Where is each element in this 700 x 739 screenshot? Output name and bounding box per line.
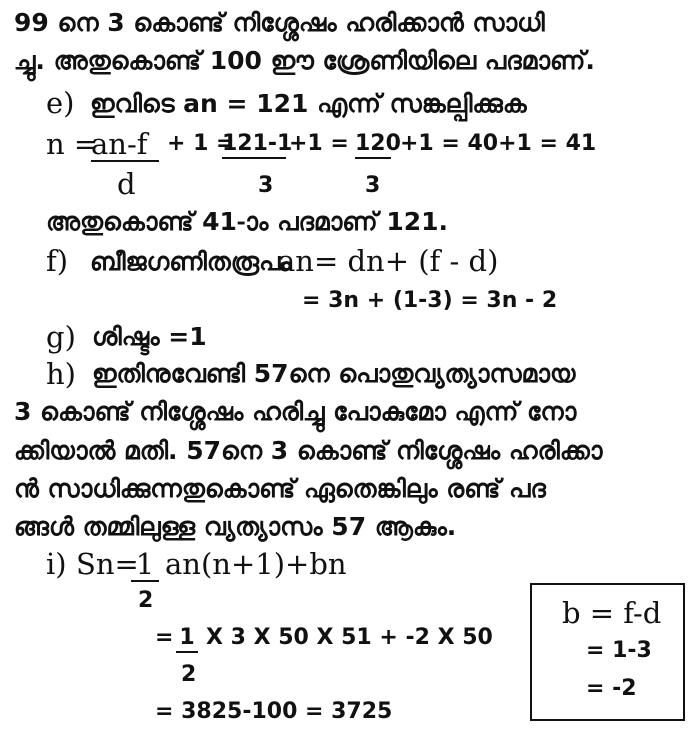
item-f-formula: an= dn+ (f - d) (278, 244, 499, 278)
item-i-final: = 3825-100 = 3725 (155, 699, 393, 724)
item-e-label: e) (46, 86, 75, 120)
item-h-label: h) (46, 357, 76, 391)
item-h-line-1: ഇതിനുവേണ്ടി 57നെ പൊതുവ്യത്യാസമായ (92, 359, 576, 388)
box-line-3: = -2 (586, 676, 637, 701)
text-line-1: 99 നെ 3 കൊണ്ട് നിശ്ശേഷം ഹരിക്കാൻ സാധി (14, 8, 545, 37)
text-line-2: ച്ചു. അതുകൊണ്ട് 100 ഈ ശ്രേണിയിലെ പദമാണ്. (14, 46, 595, 75)
item-h-line-2: 3 കൊണ്ട് നിശ്ശേഷം ഹരിച്ചു പോകുമോ എന്ന് നോ (14, 397, 577, 426)
item-e-conclusion: അതുകൊണ്ട് 41-ാം പദമാണ് 121. (46, 207, 449, 236)
item-f-result: = 3n + (1-3) = 3n - 2 (302, 288, 558, 313)
plus-one-1: + 1 = (167, 131, 235, 156)
box-line-2: = 1-3 (586, 638, 652, 663)
item-g-text: ശിഷ്ടം =1 (92, 322, 207, 351)
item-i-step-eq: = (155, 625, 174, 650)
item-i-numerator: 1 (131, 548, 159, 582)
item-i-sn-prefix: Sn= (76, 547, 139, 581)
box-line-1: b = f-d (562, 596, 662, 630)
item-f-label: f) (46, 244, 69, 278)
item-f-text: ബീജഗണിതരൂപം (90, 247, 291, 276)
item-i-label: i) (46, 547, 67, 581)
n-prefix: n = (46, 127, 99, 161)
item-i-denominator: 2 (138, 588, 154, 613)
item-i-step-rest: X 3 X 50 X 51 + -2 X 50 (206, 625, 493, 650)
item-g-label: g) (46, 320, 76, 354)
item-h-line-5: ങ്ങൾ തമ്മിലുള്ള വ്യത്യാസം 57 ആകും. (14, 512, 457, 541)
fraction-denominator-3a: 3 (258, 173, 274, 198)
fraction-denominator-3b: 3 (365, 173, 381, 198)
item-i-formula-rest: an(n+1)+bn (165, 547, 347, 581)
fraction-numerator-120: 120 (355, 131, 391, 159)
item-i-step-denominator: 2 (181, 662, 197, 687)
plus-one-2: +1 = (289, 131, 349, 156)
item-e-text: ഇവിടെ an = 121 എന്ന് സങ്കല്പിക്കുക (90, 89, 527, 118)
item-i-step-numerator: 1 (176, 625, 198, 653)
item-h-line-3: ക്കിയാൽ മതി. 57നെ 3 കൊണ്ട് നിശ്ശേഷം ഹരിക്കാ (14, 436, 603, 465)
fraction-numerator-an-f: an-f (91, 128, 159, 162)
item-h-line-4: ൻ സാധിക്കുന്നതുകൊണ്ട് ഏതെങ്കിലും രണ്ട് പദ (14, 474, 546, 503)
fraction-denominator-d: d (117, 167, 136, 201)
result-41: +1 = 40+1 = 41 (400, 131, 597, 156)
fraction-numerator-121-1: 121-1 (222, 131, 286, 159)
